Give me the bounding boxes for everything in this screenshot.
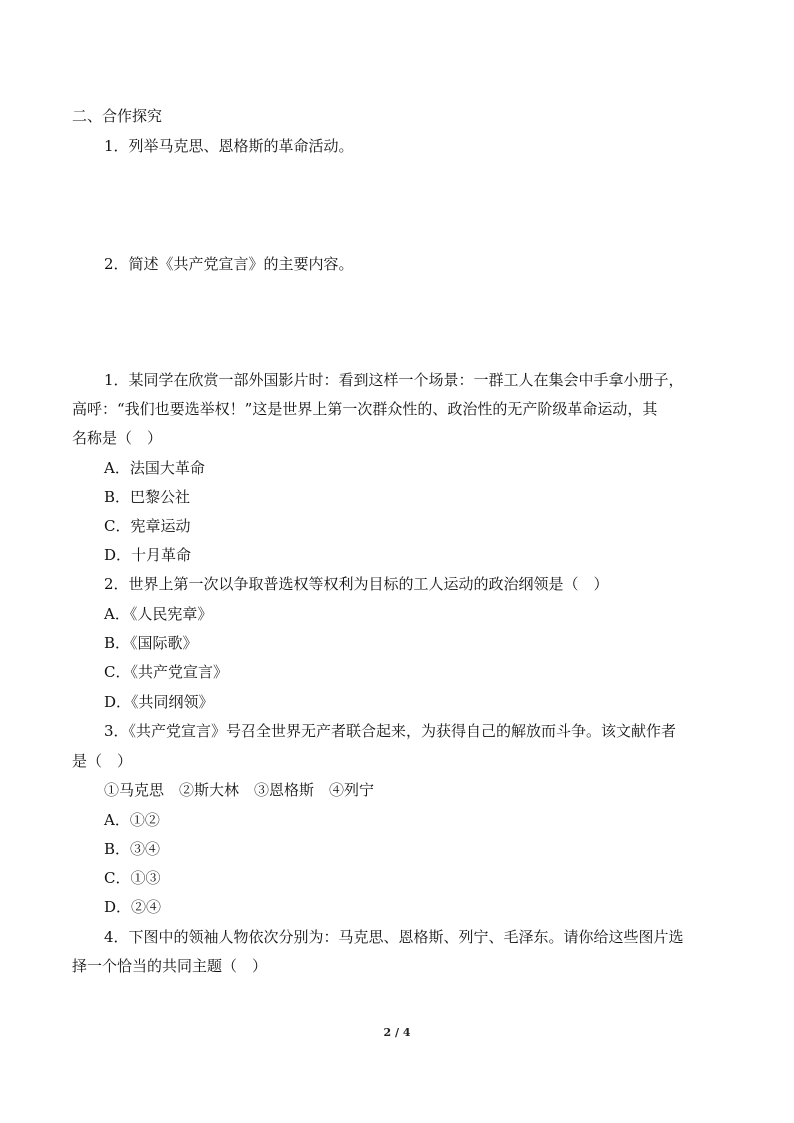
- question-1-stem-line-2: 高呼：“我们也要选举权！”这是世界上第一次群众性的、政治性的无产阶级革命运动，其: [72, 400, 658, 418]
- section-heading: 二、合作探究: [72, 107, 163, 125]
- question-3-option-a: A．①②: [104, 811, 160, 829]
- question-1-stem-line-1: 1．某同学在欣赏一部外国影片时：看到这样一个场景：一群工人在集会中手拿小册子，: [104, 371, 684, 389]
- exploration-item-1: 1．列举马克思、恩格斯的革命活动。: [104, 137, 354, 155]
- question-3-option-d: D．②④: [104, 898, 162, 916]
- question-3-stem-line-1: 3．《共产党宣言》号召全世界无产者联合起来，为获得自己的解放而斗争。该文献作者: [104, 722, 677, 740]
- question-3-option-b: B．③④: [104, 840, 161, 858]
- question-1-stem-line-3: 名称是（ ）: [72, 429, 163, 447]
- question-2-option-c: C．《共产党宣言》: [104, 663, 228, 681]
- question-2-option-a: A．《人民宪章》: [104, 605, 213, 623]
- question-2-option-b: B．《国际歌》: [104, 634, 198, 652]
- question-1-option-a: A．法国大革命: [104, 459, 205, 477]
- question-3-option-c: C．①③: [104, 869, 161, 887]
- page-number: 2 / 4: [383, 1026, 411, 1039]
- question-3-choices: ①马克思 ②斯大林 ③恩格斯 ④列宁: [104, 781, 375, 799]
- question-3-stem-line-2: 是（ ）: [72, 752, 133, 770]
- question-2-option-d: D．《共同纲领》: [104, 693, 214, 711]
- question-2-stem: 2．世界上第一次以争取普选权等权利为目标的工人运动的政治纲领是（ ）: [104, 575, 609, 593]
- question-1-option-d: D．十月革命: [104, 546, 192, 564]
- exploration-item-2: 2．简述《共产党宣言》的主要内容。: [104, 255, 354, 273]
- question-4-stem-line-2: 择一个恰当的共同主题（ ）: [72, 957, 268, 975]
- question-1-option-b: B．巴黎公社: [104, 488, 191, 506]
- question-1-option-c: C．宪章运动: [104, 517, 191, 535]
- question-4-stem-line-1: 4．下图中的领袖人物依次分别为：马克思、恩格斯、列宁、毛泽东。请你给这些图片选: [104, 928, 684, 946]
